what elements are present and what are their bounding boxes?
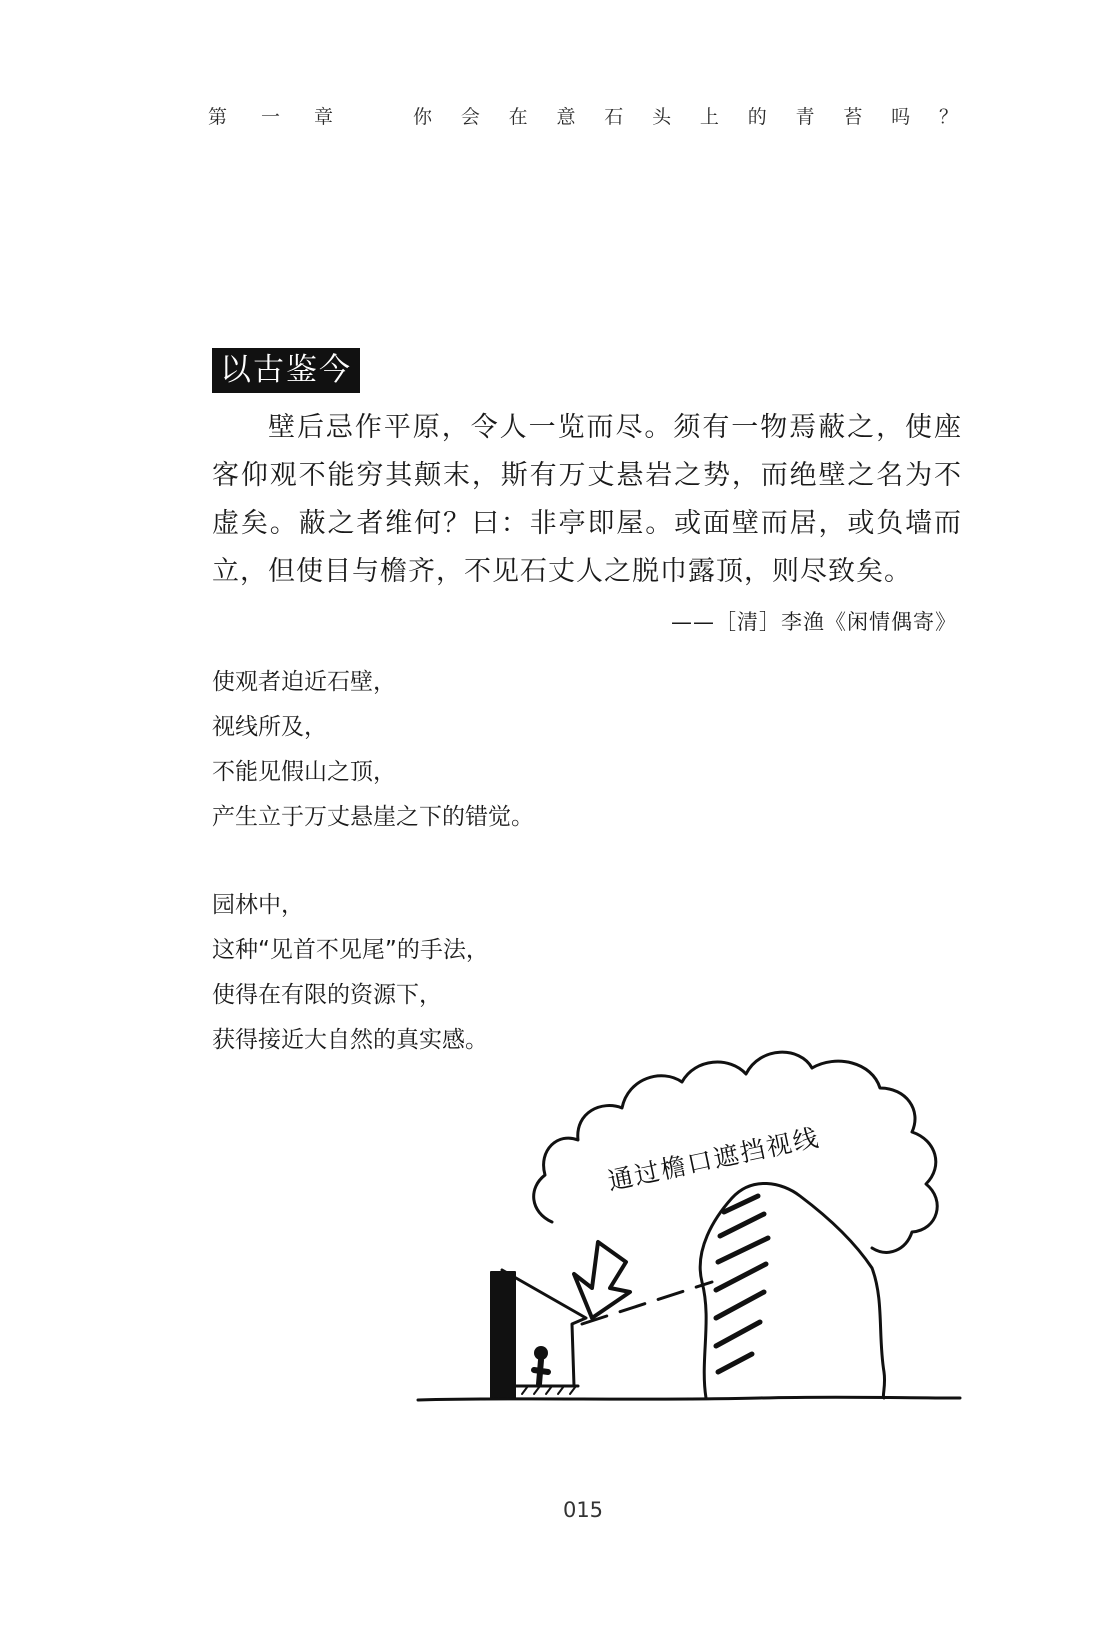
- title-char: 青: [795, 105, 815, 128]
- pavilion-sightline-sketch: [412, 1048, 972, 1408]
- rock-hatching: [716, 1196, 768, 1372]
- title-char: 会: [460, 105, 480, 128]
- quote-attribution: ——［清］李渔《闲情偶寄》: [671, 610, 957, 634]
- chapter-label: [208, 102, 333, 129]
- title-char: 石: [604, 105, 624, 128]
- title-char: 你: [413, 105, 433, 128]
- verse-line: 产生立于万丈悬崖之下的错觉。: [212, 804, 534, 830]
- person-body: [534, 1360, 548, 1384]
- chapter-char: 章: [313, 105, 333, 128]
- classical-quote: [212, 404, 962, 596]
- title-char: 在: [508, 105, 528, 128]
- title-char: ？: [938, 105, 958, 128]
- sketch-caption: 通过檐口遮挡视线: [605, 1122, 823, 1196]
- verse-block-2: [212, 883, 489, 1063]
- title-char: 上: [699, 105, 719, 128]
- ground-line: [418, 1397, 960, 1400]
- verse-line: 获得接近大自然的真实感。: [212, 1027, 488, 1053]
- chapter-char: 一: [260, 105, 280, 128]
- title-char: 吗: [891, 105, 911, 128]
- verse-line: 这种“见首不见尾”的手法，: [212, 937, 489, 963]
- pavilion-wall: [491, 1272, 515, 1398]
- chapter-char: 第: [208, 105, 228, 128]
- title-char: 的: [747, 105, 767, 128]
- quote-text: 壁后忌作平原，令人一览而尽。须有一物焉蔽之，使座客仰观不能穷其颠末，斯有万丈悬岩之势，而绝壁之名为不虚矣。蔽之者维何？曰：非亭即屋。或面壁而居，或负墙而立，但使目与檐齐，不见石丈人之脱巾露顶，则尽致矣。: [212, 412, 962, 587]
- title-char: 苔: [843, 105, 863, 128]
- section-label: 以古鉴今: [212, 348, 360, 393]
- verse-line: 园林中，: [212, 892, 304, 918]
- verse-line: 使观者迫近石壁，: [212, 669, 396, 695]
- title-char: 头: [652, 105, 672, 128]
- chapter-title: [413, 102, 958, 129]
- verse-line: 视线所及，: [212, 714, 327, 740]
- running-header: [208, 102, 958, 128]
- sightline: [582, 1282, 712, 1324]
- pointer-arrow: [574, 1242, 630, 1318]
- pavilion: [491, 1270, 586, 1398]
- page-number: 015: [562, 1498, 604, 1522]
- verse-block-1: [212, 660, 534, 840]
- title-char: 意: [556, 105, 576, 128]
- verse-line: 使得在有限的资源下，: [212, 982, 442, 1008]
- verse-line: 不能见假山之顶，: [212, 759, 396, 785]
